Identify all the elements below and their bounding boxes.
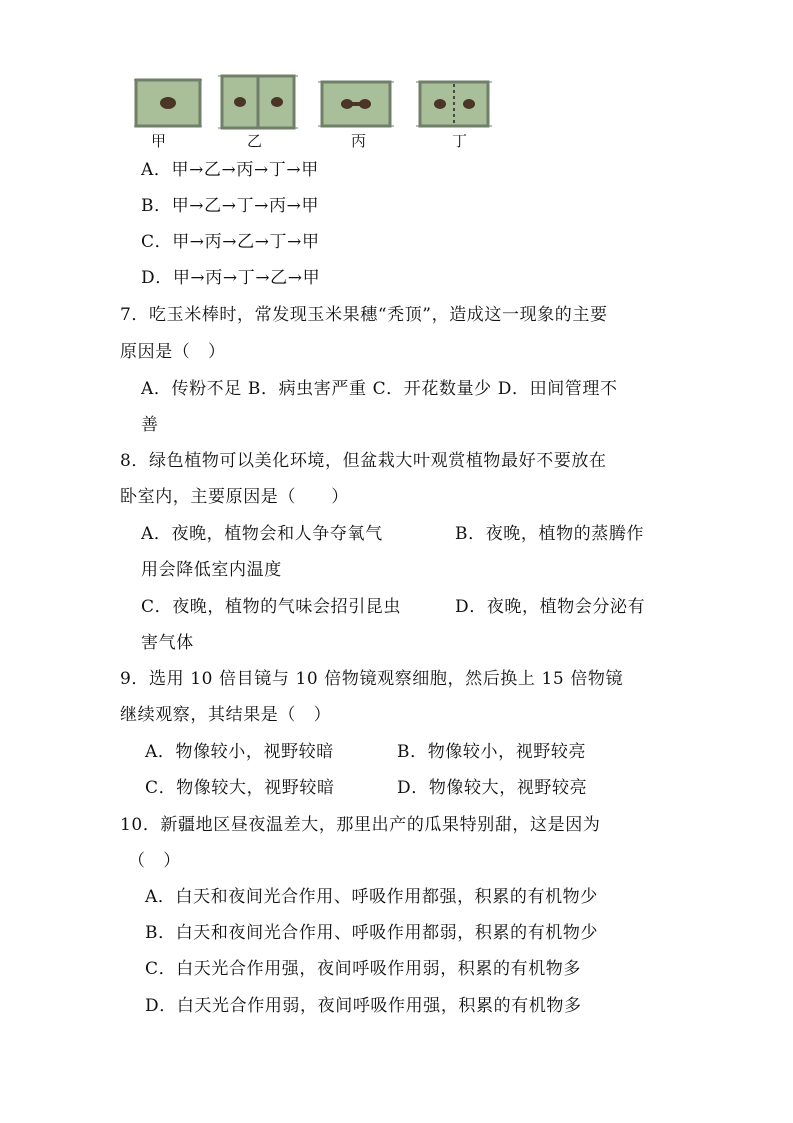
q8-stem: 8．绿色植物可以美化环境，但盆栽大叶观赏植物最好不要放在 bbox=[120, 451, 607, 471]
q10-stem-cont: （ ） bbox=[128, 851, 181, 871]
q10-option-a: A．白天和夜间光合作用、呼吸作用都强，积累的有机物少 bbox=[145, 887, 598, 907]
label-ding: 丁 bbox=[452, 132, 468, 150]
q9-stem: 9．选用 10 倍目镜与 10 倍物镜观察细胞，然后换上 15 倍物镜 bbox=[120, 669, 624, 689]
q7-stem-cont: 原因是（ ） bbox=[120, 342, 226, 362]
q10-option-c: C．白天光合作用强，夜间呼吸作用弱，积累的有机物多 bbox=[145, 959, 582, 979]
label-bing: 丙 bbox=[351, 132, 367, 150]
cell-ding bbox=[416, 82, 492, 126]
q8-option-b: B．夜晚，植物的蒸腾作 bbox=[455, 524, 645, 544]
cell-diagrams bbox=[134, 72, 504, 132]
q9-stem-cont: 继续观察，其结果是（ ） bbox=[120, 705, 332, 725]
q8-option-a: A．夜晚，植物会和人争夺氧气 bbox=[141, 524, 383, 544]
nucleus bbox=[434, 99, 446, 109]
label-jia: 甲 bbox=[151, 132, 167, 150]
nucleus bbox=[359, 99, 371, 109]
q9-option-c: C．物像较大，视野较暗 bbox=[145, 778, 335, 798]
q6-option-c: C．甲→丙→乙→丁→甲 bbox=[141, 232, 320, 252]
q7-stem: 7．吃玉米棒时，常发现玉米果穗“秃顶”，造成这一现象的主要 bbox=[120, 305, 608, 325]
q8-option-d: D．夜晚，植物会分泌有 bbox=[455, 597, 646, 617]
q9-option-b: B．物像较小，视野较亮 bbox=[397, 742, 587, 762]
q8-option-c: C．夜晚，植物的气味会招引昆虫 bbox=[141, 597, 402, 617]
q7-options: A．传粉不足 B．病虫害严重 C．开花数量少 D．田间管理不 bbox=[141, 379, 618, 399]
q9-option-d: D．物像较大，视野较亮 bbox=[397, 778, 588, 798]
q6-option-a: A．甲→乙→丙→丁→甲 bbox=[141, 160, 319, 180]
q6-option-b: B．甲→乙→丁→丙→甲 bbox=[141, 196, 320, 216]
q8-option-b-cont: 用会降低室内温度 bbox=[141, 560, 282, 580]
q7-options-cont: 善 bbox=[141, 415, 159, 435]
nucleus bbox=[463, 99, 475, 109]
q9-option-a: A．物像较小，视野较暗 bbox=[145, 742, 334, 762]
nucleus bbox=[234, 97, 246, 107]
q8-option-d-cont: 害气体 bbox=[141, 633, 194, 653]
q10-option-d: D．白天光合作用弱，夜间呼吸作用强，积累的有机物多 bbox=[145, 996, 582, 1016]
cell-yi bbox=[218, 76, 298, 128]
cell-division-figure bbox=[134, 72, 504, 152]
q6-option-d: D．甲→丙→丁→乙→甲 bbox=[141, 268, 321, 288]
q10-stem: 10．新疆地区昼夜温差大，那里出产的瓜果特别甜，这是因为 bbox=[120, 815, 601, 835]
label-yi: 乙 bbox=[247, 132, 263, 150]
cell-jia bbox=[134, 80, 202, 126]
q8-stem-cont: 卧室内，主要原因是（ ） bbox=[120, 487, 349, 507]
q10-option-b: B．白天和夜间光合作用、呼吸作用都弱，积累的有机物少 bbox=[145, 923, 599, 943]
nucleus bbox=[271, 97, 283, 107]
nucleus bbox=[160, 97, 176, 109]
cell-bing bbox=[318, 82, 394, 126]
